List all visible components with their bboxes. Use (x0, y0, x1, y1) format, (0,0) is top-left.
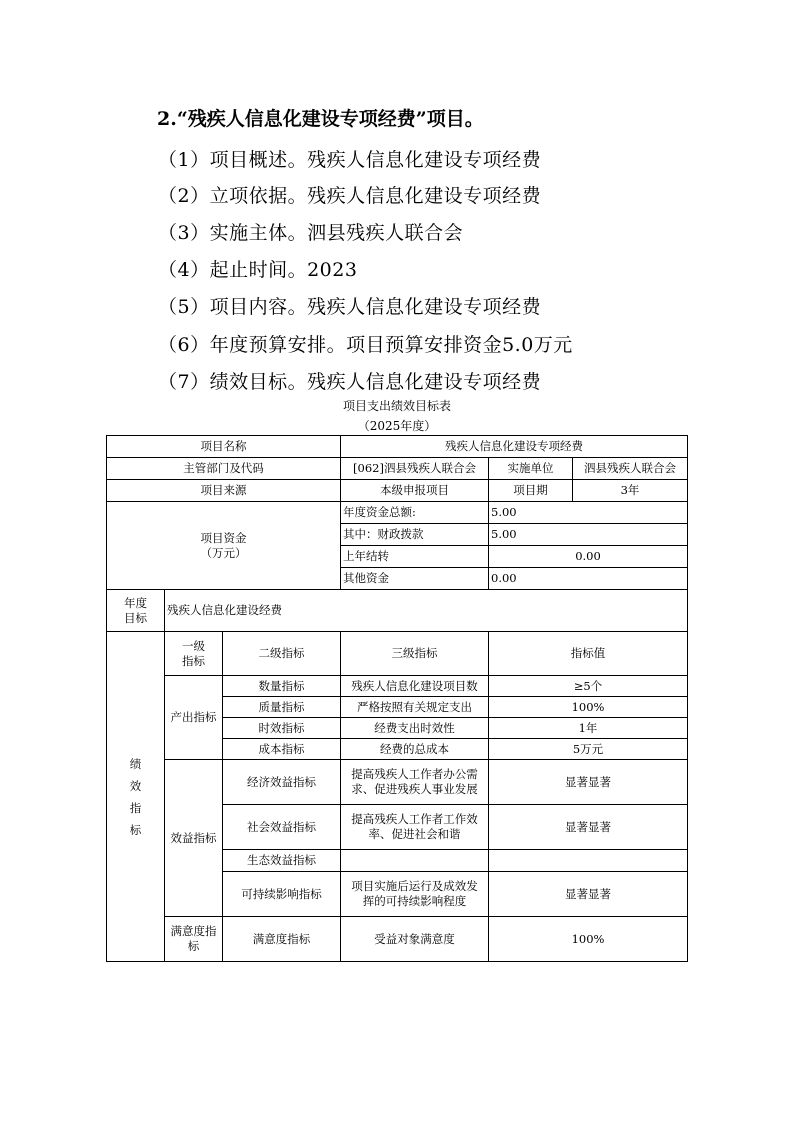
performance-table (106, 435, 688, 962)
item-period: （4）起止时间。2023 (158, 259, 358, 281)
funds-label-cell (107, 502, 341, 590)
benefit-l3-line2: 率、促进社会和谐 (368, 827, 461, 841)
funds-carryover-label: 上年结转 (341, 546, 489, 568)
output-l2: 质量指标 (223, 697, 341, 718)
output-indicator-label: 产出指标 (165, 676, 223, 760)
impl-unit-value: 泗县残疾人联合会 (573, 458, 688, 480)
section-heading: 2.“残疾人信息化建设专项经费”项目。 (157, 108, 484, 130)
perf-char-4: 标 (129, 822, 142, 837)
benefit-l2: 经济效益指标 (223, 760, 341, 805)
project-name-value: 残疾人信息化建设专项经费 (341, 436, 688, 458)
funds-other-value: 0.00 (489, 568, 688, 590)
header-level1-line2: 指标 (182, 653, 205, 668)
annual-goal-label-line1: 年度 (124, 595, 147, 610)
output-value: ≥5个 (489, 676, 688, 697)
funds-fiscal-value: 5.00 (489, 524, 688, 546)
header-level2: 二级指标 (223, 632, 341, 676)
satisfaction-label-line1: 满意度指 (170, 924, 217, 938)
table-row (107, 436, 688, 458)
table-row (107, 632, 688, 676)
benefit-l3-line2: 挥的可持续影响程度 (362, 894, 467, 908)
benefit-l3-line1: 项目实施后运行及成效发 (351, 879, 478, 893)
item-basis: （2）立项依据。残疾人信息化建设专项经费 (158, 185, 542, 207)
perf-char-3: 指 (129, 800, 142, 815)
annual-goal-value: 残疾人信息化建设经费 (165, 590, 688, 632)
benefit-value (489, 850, 688, 872)
funds-total-label: 年度资金总额: (341, 502, 489, 524)
perf-indicator-label (107, 632, 165, 962)
benefit-l3-line1: 提高残疾人工作者办公需 (351, 767, 478, 781)
output-value: 5万元 (489, 739, 688, 760)
satisfaction-l2: 满意度指标 (223, 917, 341, 962)
benefit-l3 (341, 805, 489, 850)
header-level3: 三级指标 (341, 632, 489, 676)
header-level1 (165, 632, 223, 676)
perf-char-1: 绩 (129, 756, 142, 771)
funds-other-label: 其他资金 (341, 568, 489, 590)
source-value: 本级申报项目 (341, 480, 489, 502)
benefit-l3 (341, 872, 489, 917)
benefit-value: 显著显著 (489, 760, 688, 805)
benefit-l2: 可持续影响指标 (223, 872, 341, 917)
table-year: （2025年度） (357, 419, 437, 433)
satisfaction-value: 100% (489, 917, 688, 962)
benefit-l3 (341, 850, 489, 872)
benefit-l2: 生态效益指标 (223, 850, 341, 872)
funds-label: 项目资金 (200, 530, 247, 545)
satisfaction-label-line2: 标 (187, 939, 200, 953)
funds-carryover-value: 0.00 (489, 546, 688, 568)
table-row (107, 502, 688, 524)
output-value: 1年 (489, 718, 688, 739)
annual-goal-label (107, 590, 165, 632)
item-budget: （6）年度预算安排。项目预算安排资金5.0万元 (158, 334, 573, 356)
period-label: 项目期 (489, 480, 573, 502)
period-value: 3年 (573, 480, 688, 502)
table-row (107, 917, 688, 962)
dept-label: 主管部门及代码 (107, 458, 341, 480)
table-title: 项目支出绩效目标表 (342, 399, 451, 413)
output-value: 100% (489, 697, 688, 718)
annual-goal-label-line2: 目标 (124, 610, 147, 625)
header-level1-line1: 一级 (182, 638, 205, 653)
output-l3: 经费支出时效性 (341, 718, 489, 739)
output-l3: 严格按照有关规定支出 (341, 697, 489, 718)
benefit-indicator-label: 效益指标 (165, 760, 223, 917)
funds-unit: （万元） (200, 545, 247, 560)
project-name-label: 项目名称 (107, 436, 341, 458)
benefit-l2: 社会效益指标 (223, 805, 341, 850)
satisfaction-l3: 受益对象满意度 (341, 917, 489, 962)
output-l3: 经费的总成本 (341, 739, 489, 760)
output-l2: 时效指标 (223, 718, 341, 739)
output-l2: 数量指标 (223, 676, 341, 697)
impl-unit-label: 实施单位 (489, 458, 573, 480)
benefit-l3 (341, 760, 489, 805)
table-row (107, 676, 688, 697)
item-goal: （7）绩效目标。残疾人信息化建设专项经费 (158, 371, 542, 393)
funds-fiscal-label: 其中：财政拨款 (341, 524, 489, 546)
output-l2: 成本指标 (223, 739, 341, 760)
benefit-l3-line2: 求、促进残疾人事业发展 (351, 782, 478, 796)
header-value: 指标值 (489, 632, 688, 676)
benefit-l3-line1: 提高残疾人工作者工作效 (351, 812, 478, 826)
table-row (107, 480, 688, 502)
item-overview: （1）项目概述。残疾人信息化建设专项经费 (158, 149, 542, 171)
funds-total-value: 5.00 (489, 502, 688, 524)
dept-value: [062]泗县残疾人联合会 (341, 458, 489, 480)
benefit-value: 显著显著 (489, 805, 688, 850)
item-content: （5）项目内容。残疾人信息化建设专项经费 (158, 296, 542, 318)
table-row (107, 590, 688, 632)
source-label: 项目来源 (107, 480, 341, 502)
perf-char-2: 效 (129, 778, 142, 793)
output-l3: 残疾人信息化建设项目数 (341, 676, 489, 697)
benefit-value: 显著显著 (489, 872, 688, 917)
satisfaction-indicator-label (165, 917, 223, 962)
table-row (107, 458, 688, 480)
item-implementer: （3）实施主体。泗县残疾人联合会 (158, 222, 464, 244)
table-row (107, 760, 688, 805)
